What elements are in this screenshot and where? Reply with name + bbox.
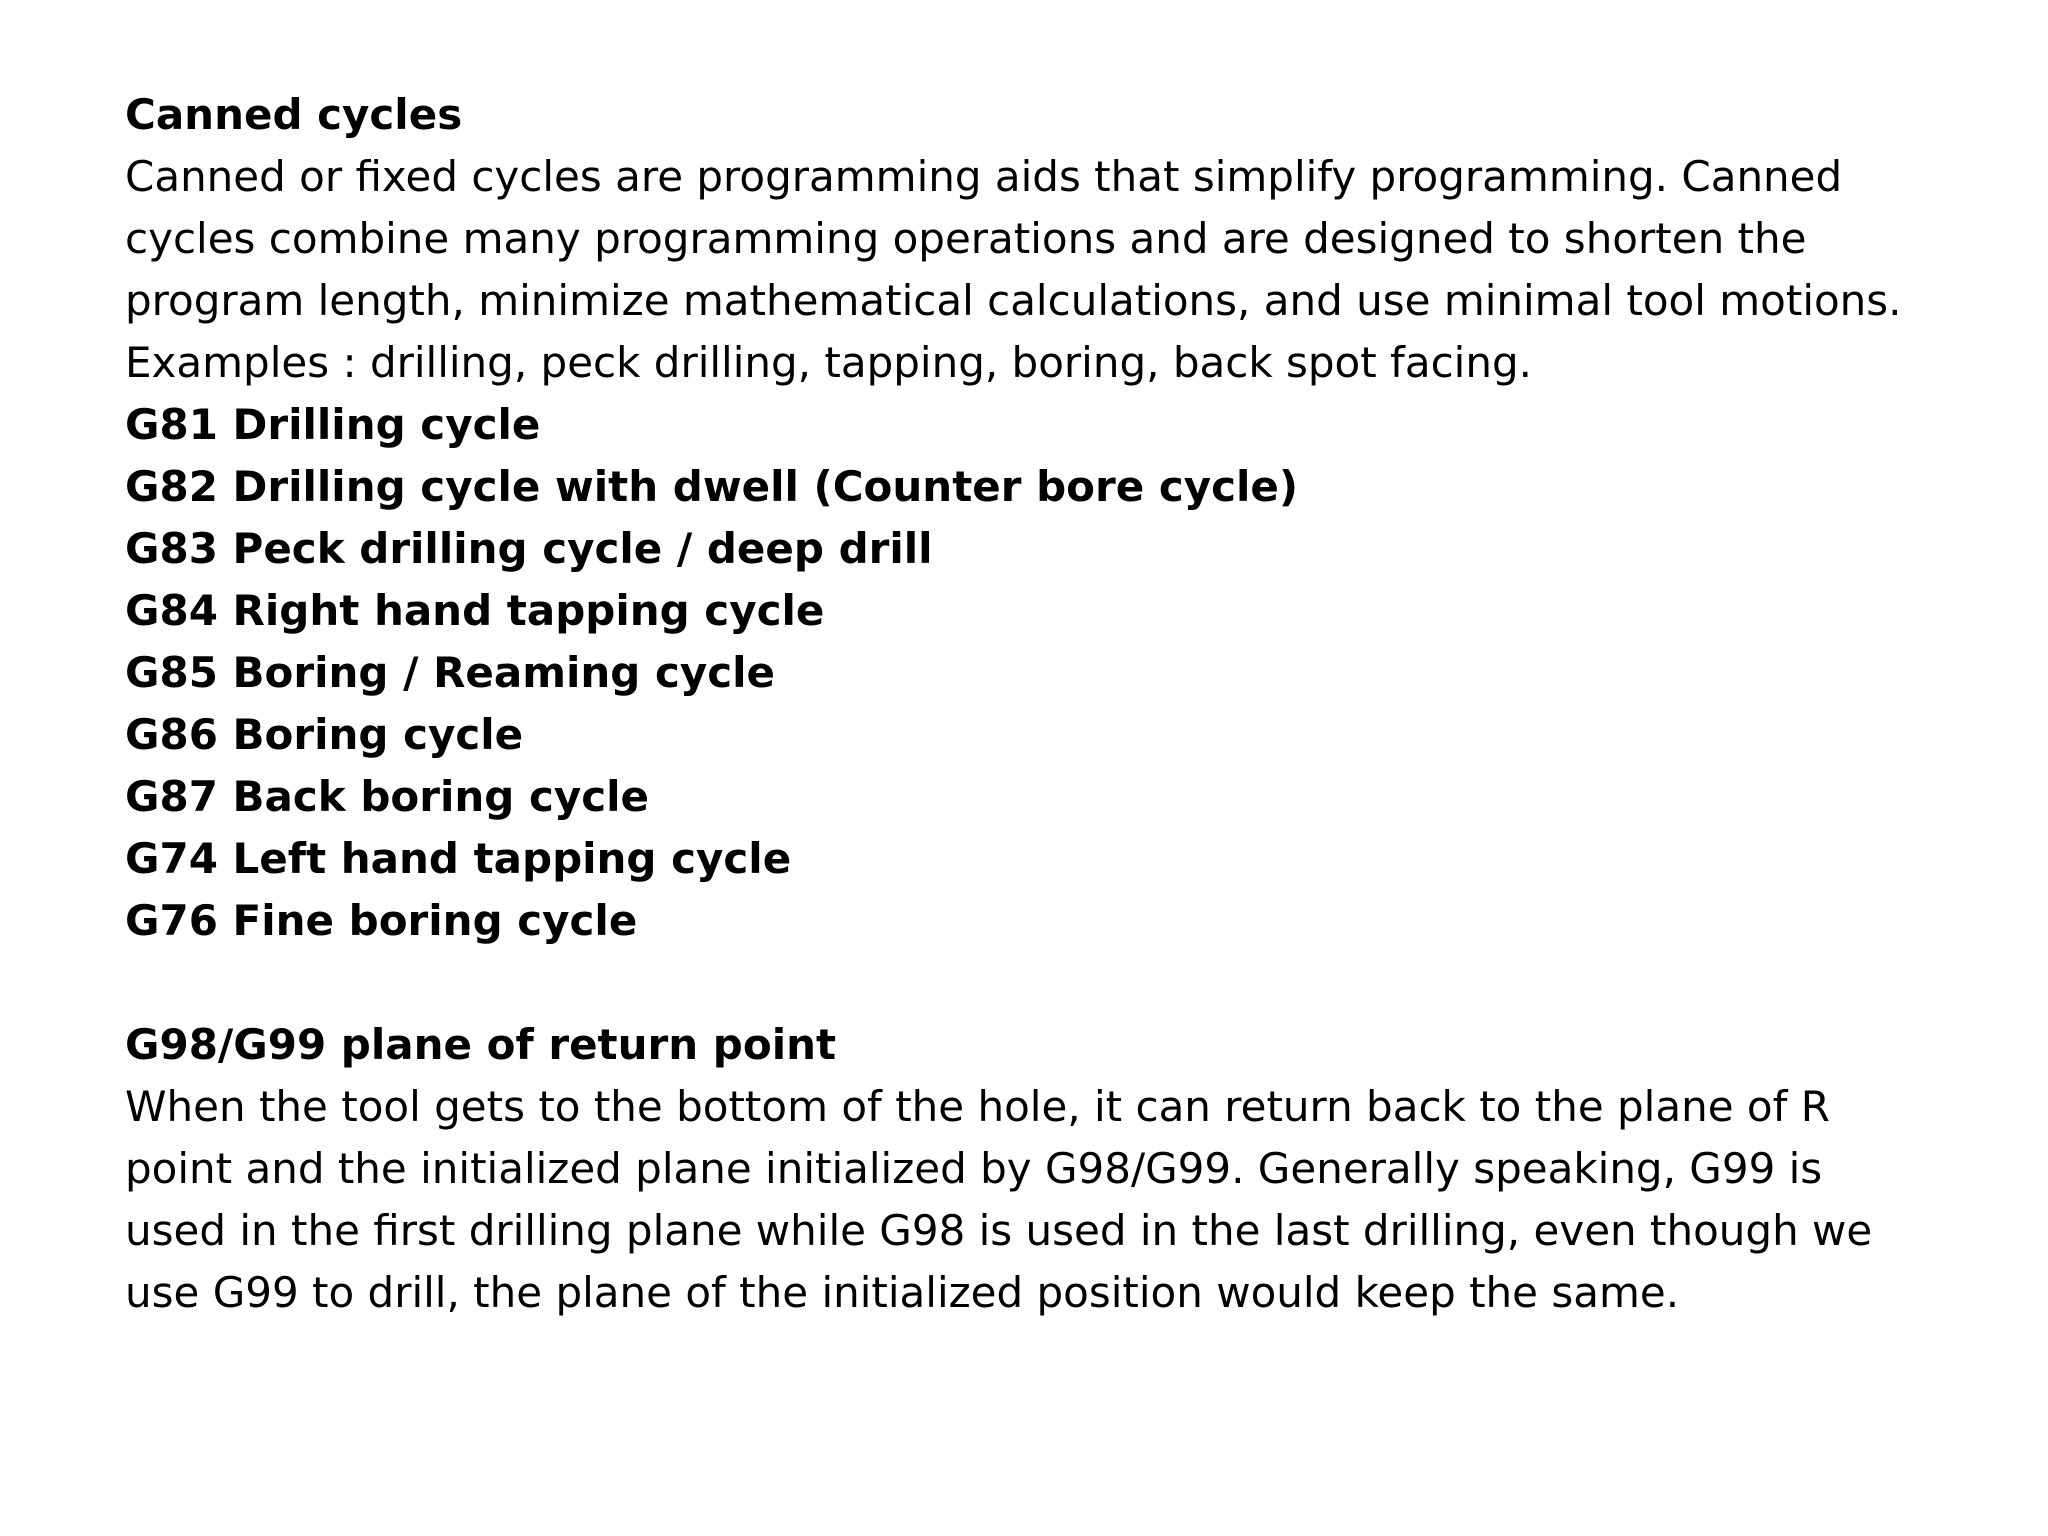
cycle-item-g86: G86 Boring cycle: [125, 710, 524, 759]
paragraph-line: point and the initialized plane initialized by G98/G99. Generally speaking, G99 is: [125, 1144, 1823, 1193]
return-plane-heading: G98/G99 plane of return point: [125, 1020, 837, 1069]
paragraph-line: Examples : drilling, peck drilling, tapping, boring, back spot facing.: [125, 338, 1532, 387]
section-spacer: [125, 952, 1965, 1014]
paragraph-line: used in the first drilling plane while G98 is used in the last drilling, even though we: [125, 1206, 1873, 1255]
cycle-item-g87: G87 Back boring cycle: [125, 772, 650, 821]
paragraph-line: use G99 to drill, the plane of the initialized position would keep the same.: [125, 1268, 1680, 1317]
cycle-item-g83: G83 Peck drilling cycle / deep drill: [125, 524, 933, 573]
cycle-item-g82: G82 Drilling cycle with dwell (Counter bore cycle): [125, 462, 1299, 511]
paragraph-line: Canned or fixed cycles are programming aids that simplify programming. Canned: [125, 152, 1843, 201]
paragraph-line: program length, minimize mathematical calculations, and use minimal tool motions.: [125, 276, 1902, 325]
return-plane-paragraph: [125, 1076, 1965, 1324]
cycle-item-g76: G76 Fine boring cycle: [125, 896, 638, 945]
cycle-item-g81: G81 Drilling cycle: [125, 400, 541, 449]
paragraph-line: cycles combine many programming operations and are designed to shorten the: [125, 214, 1807, 263]
slide-content: [125, 84, 1965, 1324]
cycle-code-list: [125, 394, 1965, 952]
cycle-item-g85: G85 Boring / Reaming cycle: [125, 648, 776, 697]
cycle-item-g74: G74 Left hand tapping cycle: [125, 834, 792, 883]
paragraph-line: When the tool gets to the bottom of the hole, it can return back to the plane of R: [125, 1082, 1830, 1131]
canned-cycles-paragraph: [125, 146, 1965, 394]
canned-cycles-heading: Canned cycles: [125, 90, 463, 139]
cycle-item-g84: G84 Right hand tapping cycle: [125, 586, 825, 635]
